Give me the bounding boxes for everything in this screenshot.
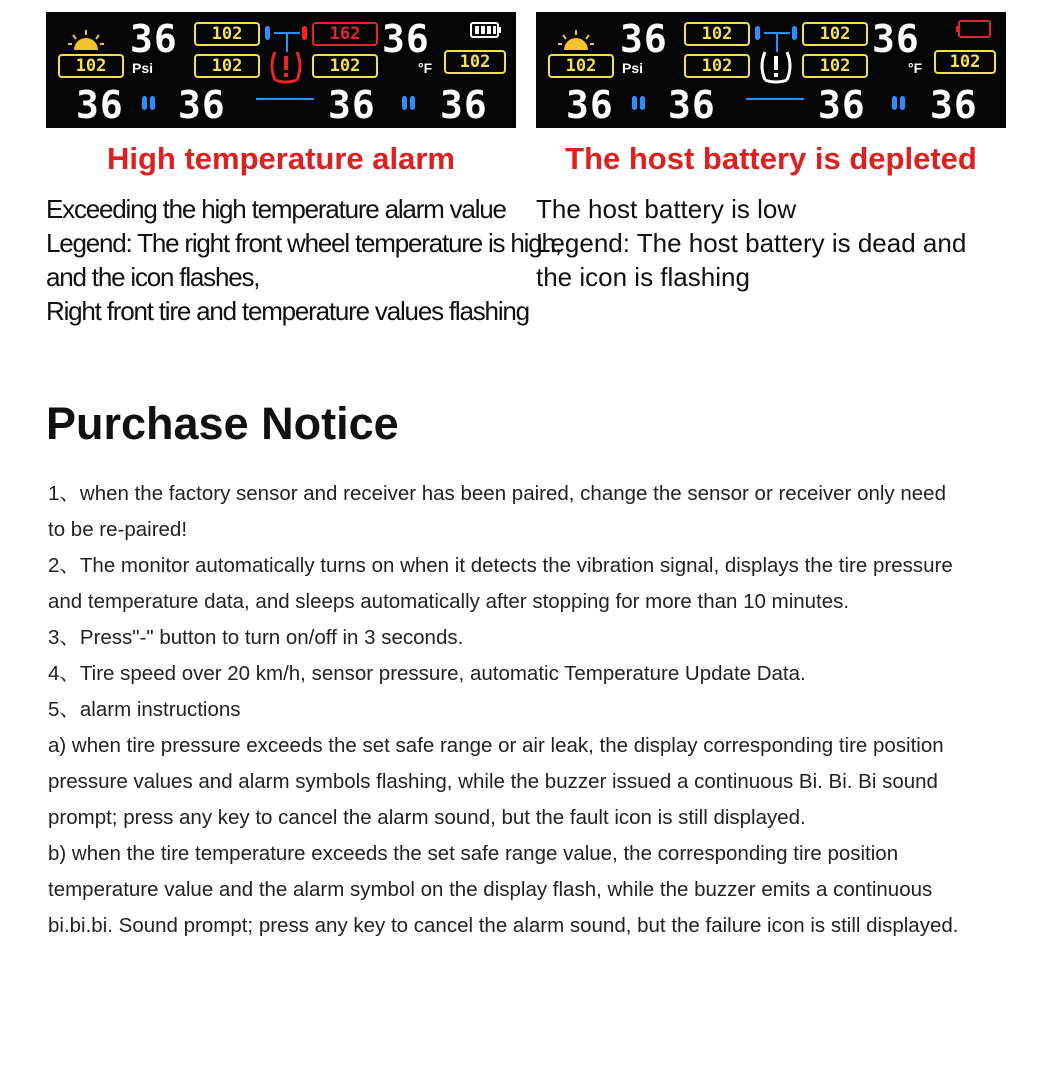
temperature-box: 102: [802, 54, 868, 78]
sensor-indicator-alarm: [302, 26, 307, 40]
unit-fahrenheit: °F: [418, 60, 433, 76]
pressure-value: 36: [130, 17, 178, 61]
pressure-value: 36: [76, 83, 124, 127]
sensor-indicator: [402, 96, 407, 110]
battery-empty-icon: [956, 20, 992, 38]
pressure-value: 36: [872, 17, 920, 61]
temperature-box: 102: [58, 54, 124, 78]
sun-icon: [558, 30, 594, 52]
tire-warning-icon: [758, 48, 794, 84]
panel-description: [536, 192, 1006, 294]
tire-alarm-icon: [268, 48, 304, 84]
pressure-value: 36: [328, 83, 376, 127]
axle-line: [746, 98, 804, 100]
pressure-value: 36: [668, 83, 716, 127]
description-line: The host battery is low: [536, 194, 797, 225]
sensor-indicator: [755, 26, 760, 40]
temperature-box: 102: [684, 22, 750, 46]
temperature-box: 102: [802, 22, 868, 46]
tpms-display-high-temp: [46, 12, 516, 128]
notice-line: 4、Tire speed over 20 km/h, sensor pressure, automatic Temperature Update Data.: [48, 662, 806, 685]
panel-caption: The host battery is depleted: [565, 141, 977, 176]
sensor-indicator: [265, 26, 270, 40]
sun-icon: [68, 30, 104, 52]
sensor-indicator: [142, 96, 147, 110]
battery-full-icon: [470, 22, 502, 38]
notice-line: b) when the tire temperature exceeds the set safe range value, the corresponding tire position: [48, 842, 899, 865]
temperature-box: 102: [684, 54, 750, 78]
panel-description: [46, 192, 561, 328]
sensor-indicator: [410, 96, 415, 110]
temperature-box: 102: [312, 54, 378, 78]
pressure-value: 36: [930, 83, 978, 127]
notice-line: a) when tire pressure exceeds the set safe range or air leak, the display corresponding tire position: [48, 734, 944, 757]
tpms-display-battery: [536, 12, 1006, 128]
notice-line: 3、Press"-" button to turn on/off in 3 seconds.: [48, 626, 464, 649]
description-line: and the icon flashes,: [46, 262, 260, 293]
axle-line: [256, 98, 314, 100]
pressure-value: 36: [178, 83, 226, 127]
unit-fahrenheit: °F: [908, 60, 923, 76]
battery-panel: [536, 12, 1006, 294]
unit-psi: Psi: [132, 60, 154, 76]
notice-line: 5、alarm instructions: [48, 698, 241, 721]
section-title: Purchase Notice: [46, 398, 399, 449]
description-line: Legend: The right front wheel temperature is high,: [46, 228, 561, 259]
notice-list: [48, 476, 1008, 944]
notice-line: prompt; press any key to cancel the alarm sound, but the fault icon is still displayed.: [48, 806, 806, 829]
temperature-box: 102: [548, 54, 614, 78]
unit-psi: Psi: [622, 60, 644, 76]
pressure-value: 36: [818, 83, 866, 127]
pressure-value: 36: [440, 83, 488, 127]
notice-line: bi.bi.bi. Sound prompt; press any key to cancel the alarm sound, but the failure icon is still displayed.: [48, 914, 959, 937]
sensor-indicator: [632, 96, 637, 110]
notice-line: pressure values and alarm symbols flashing, while the buzzer issued a continuous Bi. Bi. Bi sound: [48, 770, 938, 793]
notice-line: and temperature data, and sleeps automatically after stopping for more than 10 minutes.: [48, 590, 850, 613]
description-line: the icon is flashing: [536, 262, 750, 293]
temperature-box: 102: [194, 22, 260, 46]
description-line: Right front tire and temperature values flashing: [46, 296, 529, 327]
sensor-indicator: [792, 26, 797, 40]
temperature-box: 102: [444, 50, 506, 74]
sensor-indicator: [900, 96, 905, 110]
notice-line: to be re-paired!: [48, 518, 188, 541]
description-line: Exceeding the high temperature alarm value: [46, 194, 506, 225]
pressure-value: 36: [620, 17, 668, 61]
pressure-value: 36: [566, 83, 614, 127]
notice-line: temperature value and the alarm symbol on the display flash, while the buzzer emits a continuous: [48, 878, 933, 901]
pressure-value: 36: [382, 17, 430, 61]
temperature-box-alarm: 162: [312, 22, 378, 46]
sensor-indicator: [150, 96, 155, 110]
high-temp-panel: [46, 12, 561, 328]
notice-line: 1、when the factory sensor and receiver has been paired, change the sensor or receiver only need: [48, 482, 946, 505]
panel-caption: High temperature alarm: [107, 141, 455, 176]
temperature-box: 102: [934, 50, 996, 74]
sensor-indicator: [640, 96, 645, 110]
description-line: Legend: The host battery is dead and: [536, 228, 967, 259]
sensor-indicator: [892, 96, 897, 110]
notice-line: 2、The monitor automatically turns on when it detects the vibration signal, displays the tire pressure: [48, 554, 953, 577]
temperature-box: 102: [194, 54, 260, 78]
